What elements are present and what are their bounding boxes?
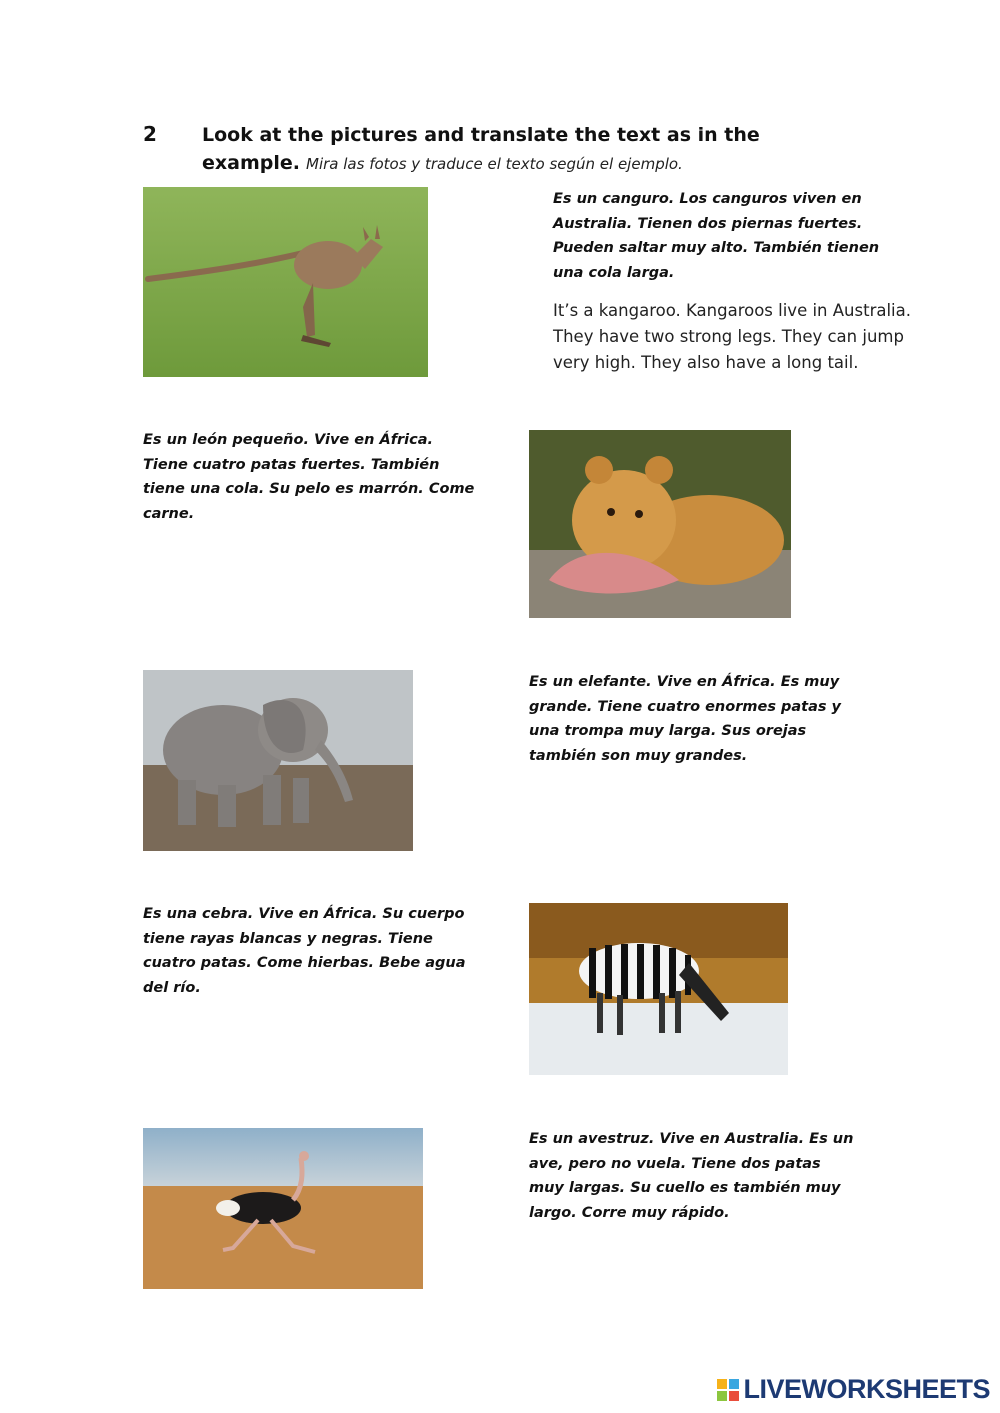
zebra-photo <box>529 903 788 1075</box>
lion-photo <box>529 430 791 618</box>
exercise-instruction <box>202 121 862 178</box>
elephant-spanish-text: Es un elefante. Vive en África. Es muy grande. Tiene cuatro enormes patas y una trompa muy larga. Sus orejas también son muy grandes. <box>529 674 842 764</box>
lion-spanish-text: Es un león pequeño. Vive en África. Tiene cuatro patas fuertes. También tiene una cola. Su pelo es marrón. Come carne. <box>143 432 475 522</box>
ostrich-spanish-text: Es un avestruz. Vive en Australia. Es un ave, pero no vuela. Tiene dos patas muy largas. Su cuello es también muy largo. Corre muy rápido. <box>529 1131 854 1221</box>
zebra-spanish-text: Es una cebra. Vive en África. Su cuerpo tiene rayas blancas y negras. Tiene cuatro patas. Come hierbas. Bebe agua del río. <box>143 906 466 996</box>
instruction-english: Look at the pictures and translate the text as in the example. <box>202 124 760 174</box>
exercise-number: 2 <box>143 122 157 146</box>
elephant-photo <box>143 670 413 851</box>
kangaroo-english-text: It’s a kangaroo. Kangaroos live in Australia. They have two strong legs. They can jump very high. They also have a long tail. <box>553 301 911 372</box>
liveworksheets-logo <box>717 1374 990 1405</box>
kangaroo-photo <box>143 187 428 377</box>
instruction-spanish: Mira las fotos y traduce el texto según el ejemplo. <box>306 155 683 173</box>
logo-text: LIVEWORKSHEETS <box>743 1374 990 1404</box>
logo-mark-icon <box>717 1379 739 1401</box>
ostrich-photo <box>143 1128 423 1289</box>
kangaroo-spanish-text: Es un canguro. Los canguros viven en Australia. Tienen dos piernas fuertes. Pueden saltar muy alto. También tienen una cola larga. <box>553 191 880 281</box>
